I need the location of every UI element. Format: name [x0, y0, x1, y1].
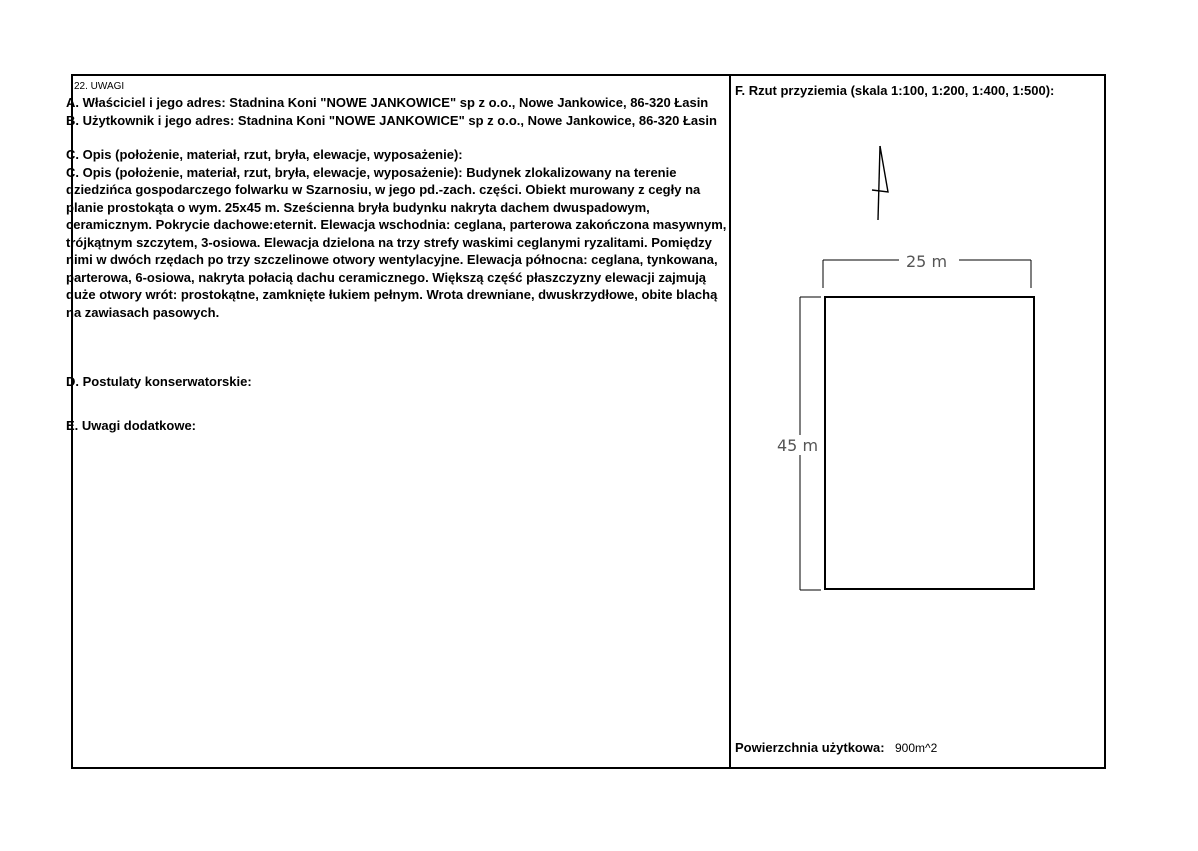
- usable-area-label: Powierzchnia użytkowa:: [735, 740, 885, 755]
- height-label: 45 m: [777, 436, 819, 455]
- width-label: 25 m: [906, 252, 948, 271]
- floor-plan-title: F. Rzut przyziemia (skala 1:100, 1:200, 1:400, 1:500):: [735, 83, 1055, 98]
- usable-area-value: 900m^2: [895, 741, 938, 755]
- usable-area: [735, 739, 937, 757]
- section-number: 22. UWAGI: [74, 81, 125, 92]
- description-body: C. Opis (położenie, materiał, rzut, bryła, elewacje, wyposażenie): Budynek zlokalizowany na terenie dziedzińca gospodarczego folwarku w Szarnosiu, w jego pd.-zach. części. Obiekt murowany z cegły na planie prostokąta o wym. 25x45 m. Sześcienna bryła budynku nakryta dachem dwuspadowym, ceramicznym. Pokrycie dachowe:eternit. Elewacja wschodnia: ceglana, parterowa zakończona masywnym, trójkątnym szczytem, 3-osiowa. Elewacja dzielona na trzy strefy waskimi ceglanymi ryzalitami. Pomiędzy nimi w dwóch rzędach po trzy szczelinowe otwory wentylacyjne. Elewacja północna: ceglana, tynkowana, parterowa, 6-osiowa, nakryta połacią dachu ceramicznego. Większą część płaszczyzny elewacji zajmują duże otwory wrót: prostokątne, zamknięte łukiem pełnym. Wrota drewniane, dwuskrzydłowe, obite blachą na zawiasach pasowych.: [66, 164, 727, 320]
- remarks-column: [66, 80, 728, 434]
- floor-plan: [731, 140, 1101, 610]
- building-outline: [825, 297, 1034, 589]
- user-text: B. Użytkownik i jego adres: Stadnina Koni "NOWE JANKOWICE" sp z o.o., Nowe Jankowice, 86-320 Łasin: [66, 112, 717, 128]
- additional-remarks: E. Uwagi dodatkowe:: [66, 417, 197, 433]
- north-arrow-icon: [872, 146, 888, 220]
- description-heading: C. Opis (położenie, materiał, rzut, bryła, elewacje, wyposażenie):: [66, 147, 463, 162]
- owner-text: A. Właściciel i jego adres: Stadnina Koni "NOWE JANKOWICE" sp z o.o., Nowe Jankowice, 86-320 Łasin: [66, 95, 709, 110]
- conservation-postulates: D. Postulaty konserwatorskie:: [66, 374, 252, 389]
